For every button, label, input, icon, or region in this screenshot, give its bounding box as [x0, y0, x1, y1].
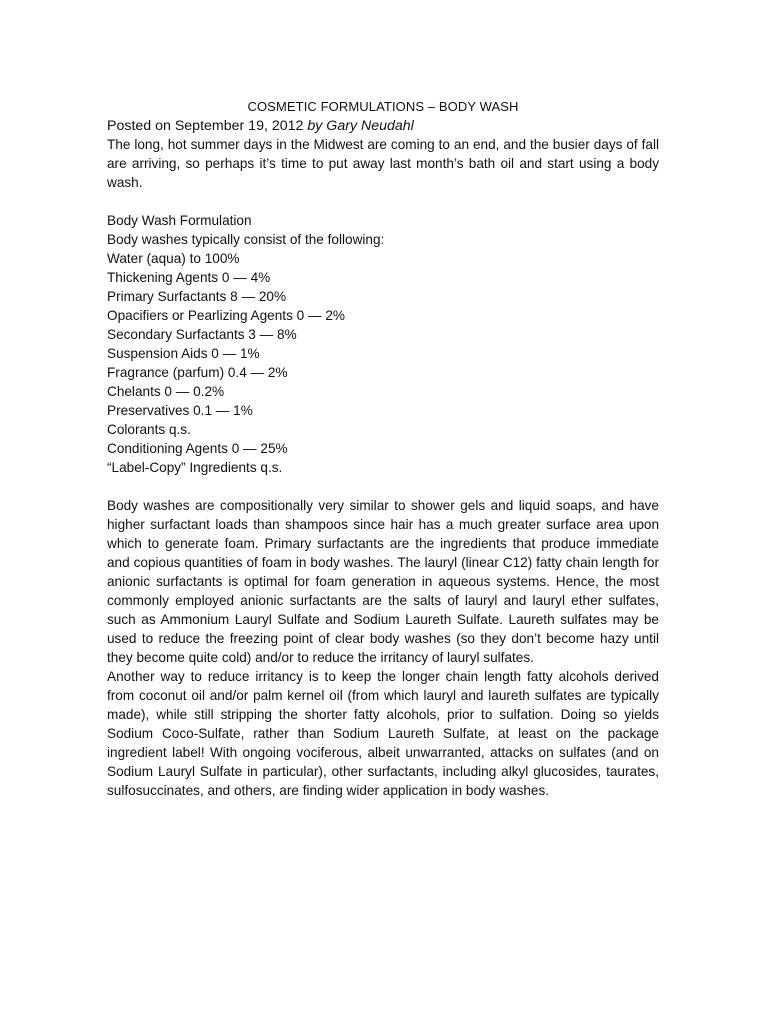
byline [107, 117, 659, 135]
ingredient-item: Suspension Aids 0 — 1% [107, 346, 260, 361]
ingredient-item: Fragrance (parfum) 0.4 — 2% [107, 365, 288, 380]
ingredient-item: Primary Surfactants 8 — 20% [107, 289, 287, 304]
list-intro: Body washes typically consist of the following: [107, 232, 385, 247]
ingredient-item: “Label-Copy” Ingredients q.s. [107, 460, 283, 475]
ingredient-item: Chelants 0 — 0.2% [107, 384, 225, 399]
ingredient-item: Conditioning Agents 0 — 25% [107, 441, 288, 456]
ingredient-list [107, 249, 659, 477]
body-paragraph-2: Another way to reduce irritancy is to keep the longer chain length fatty alcohols derived from coconut oil and/or palm kernel oil (from which lauryl and laureth sulfates are typically made), while still stripping the shorter fatty alcohols, prior to sulfation. Doing so yields Sodium Coco-Sulfate, rather than Sodium Laureth Sulfate, at least on the package ingredient label! With ongoing vociferous, albeit unwarranted, attacks on sulfates (and on Sodium Lauryl Sulfate in particular), other surfactants, including alkyl glucosides, taurates, sulfosuccinates, and others, are finding wider application in body washes. [107, 669, 659, 798]
body-paragraph-1: Body washes are compositionally very similar to shower gels and liquid soaps, and have higher surfactant loads than shampoos since hair has a much greater surface area upon which to generate foam. Primary surfactants are the ingredients that produce immediate and copious quantities of foam in body washes. The lauryl (linear C12) fatty chain length for anionic surfactants is optimal for foam generation in aqueous systems. Hence, the most commonly employed anionic surfactants are the salts of lauryl and lauryl ether sulfates, such as Ammonium Lauryl Sulfate and Sodium Laureth Sulfate. Laureth sulfates may be used to reduce the freezing point of clear body washes (so they don’t become hazy until they become quite cold) and/or to reduce the irritancy of lauryl sulfates. [107, 498, 659, 665]
section-heading: Body Wash Formulation [107, 213, 252, 228]
formulation-section [107, 211, 659, 477]
author-name: Gary Neudahl [326, 118, 414, 134]
intro-paragraph: The long, hot summer days in the Midwest are coming to an end, and the busier days of fall are arriving, so perhaps it’s time to put away last month’s bath oil and start using a body wash. [107, 137, 659, 190]
document-page [107, 99, 659, 800]
document-title: COSMETIC FORMULATIONS – BODY WASH [247, 99, 519, 114]
ingredient-item: Preservatives 0.1 — 1% [107, 403, 253, 418]
ingredient-item: Thickening Agents 0 — 4% [107, 270, 271, 285]
ingredient-item: Secondary Surfactants 3 — 8% [107, 327, 297, 342]
post-date: Posted on September 19, 2012 [107, 118, 304, 134]
ingredient-item: Water (aqua) to 100% [107, 251, 240, 266]
byline-by: by [307, 118, 323, 134]
ingredient-item: Opacifiers or Pearlizing Agents 0 — 2% [107, 308, 346, 323]
ingredient-item: Colorants q.s. [107, 422, 191, 437]
